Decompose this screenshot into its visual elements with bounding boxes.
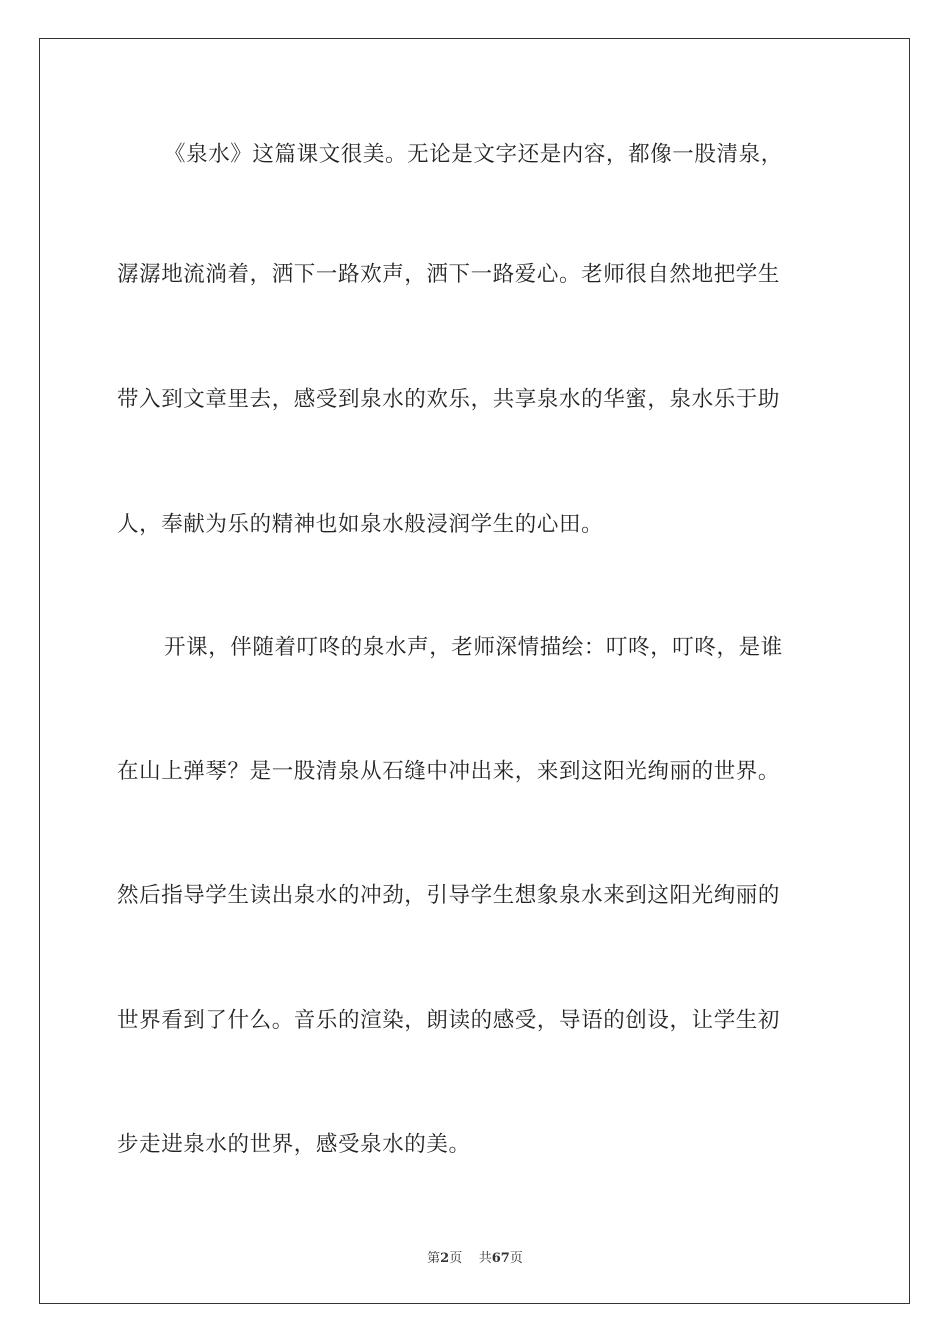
paragraph-1-line-4: 人，奉献为乐的精神也如泉水般浸润学生的心田。	[117, 512, 604, 537]
page-frame	[39, 38, 910, 1304]
page-number: 2	[440, 1251, 450, 1266]
paragraph-1-line-2: 潺潺地流淌着，洒下一路欢声，洒下一路爱心。老师很自然地把学生	[117, 262, 781, 287]
paragraph-1-line-3: 带入到文章里去，感受到泉水的欢乐，共享泉水的华蜜，泉水乐于助	[117, 387, 781, 412]
paragraph-2-line-1: 开课，伴随着叮咚的泉水声，老师深情描绘：叮咚，叮咚，是谁	[164, 635, 783, 660]
paragraph-2-line-4: 世界看到了什么。音乐的渲染，朗读的感受，导语的创设，让学生初	[117, 1008, 781, 1033]
paragraph-1-line-1: 《泉水》这篇课文很美。无论是文字还是内容，都像一股清泉，	[164, 142, 783, 167]
page-footer	[0, 1247, 950, 1266]
page-suffix: 页	[449, 1251, 463, 1266]
paragraph-2-line-5: 步走进泉水的世界，感受泉水的美。	[117, 1132, 471, 1157]
total-pages: 67	[491, 1251, 510, 1266]
total-suffix: 页	[509, 1251, 523, 1266]
paragraph-2-line-2: 在山上弹琴？是一股清泉从石缝中冲出来，来到这阳光绚丽的世界。	[117, 759, 781, 784]
total-prefix: 共	[478, 1251, 492, 1266]
paragraph-2-line-3: 然后指导学生读出泉水的冲劲，引导学生想象泉水来到这阳光绚丽的	[117, 883, 781, 908]
page-prefix: 第	[427, 1251, 441, 1266]
